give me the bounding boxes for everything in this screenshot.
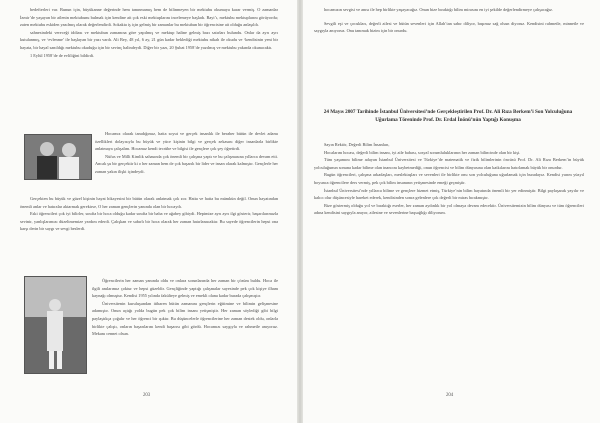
paragraph: Nüfus ve Milli Kimlik sahasında çok önemli bir çalışma yaptı ve bu çalışmasına yıllarca devam etti. Ancak şu bir gerçektir ki o her zaman hem de çok başarılı bir lider ve insan olarak kalmıştır. Gençlerle her zaman yakın ilişki içindeydi. [95, 153, 278, 174]
left-page [0, 0, 297, 423]
paragraph: Bize göstermiş olduğu yol ve bıraktığı eserler, her zaman aydınlık bir yol olmaya devam edecektir. Üniversitemizin bilim dünyası ve tüm öğrencileri adına kendisini saygıyla anıyor, ailesine ve sevenlerine başsağlığı diliyorum. [314, 202, 584, 216]
standing-portrait-photo-icon [25, 277, 86, 373]
paragraph: bedefterleri var. Bunun için, büyükanne değerinde hem tanınmamış hem de bilinmeyen bir mektubu okumaya karar vermiş. O zamanlar İzmir’de yaşayan bir ailenin mektubunu bulmak için kendine ait çok eski mektuplarını incelemeye başladı. Bayi’ı, mektubu mektuplarını görüyordu; zaten mektubu eskiden yazılmış olarak değerlendirdi. Sokakta iş için gelmiş bir zamanlar bu mektubun bir öğrencisine ait olduğu anlaşıldı. [20, 7, 278, 28]
paragraph: İstanbul Üniversitesi’nde yıllarca bilime ve gençlere hizmet etmiş, Türkiye’nin bilim hayatında önemli bir yer edinmiştir. Bilgi paylaşarak yayılır ve kalıcı olur düşüncesiyle hareket ederek, kendisinden sonra gelenlere çok değerli bir miras bırakmıştır. [314, 187, 584, 201]
paragraph: Hocalarım hocası, değerli bilim insanı, iyi aile babası, sosyal sorumluluklarının her zaman bilincinde olan bir kişi. [324, 149, 521, 155]
paragraph: Öğrencilerin her zaman yanında oldu ve onlara sorunlarında her zaman bir çözüm buldu. Hoca ile ilgili anılarımız çoktur ve hepsi güzeldir. Gençliğinde yaptığı çalışmalar sayesinde pek çok kişiye ilham kaynağı olmuştur. Kendisi 1955 yılında fakülteye gelmiş ve emekli olana kadar burada çalışmıştır. [92, 278, 278, 299]
right-body-text [314, 141, 584, 217]
left-top-text [20, 6, 278, 59]
paragraph: sahnesindeki vereceği iddiası ve mektubun zamanına göre yapılmış ve mektup haline gelmiş bazı satırları bulundu. Onlar da ayrı ayrı kutulanmış, ve ‘evlenme’ ile başlayan bir yazı vardı. Ali Bey, 48 yıl, 6 ay, 21 gün kadar beklediği mektubu nikah ile okudu ve ‘kendisinin yeni bir hayata, bir hayal sanıldığı mektubu okuduğu için bir sevinç halindeydi. Diğer bir yazı, 20 Şubat 1958’de yazılmış ve mektubu yakında okunacaktı. [20, 29, 278, 50]
paragraph: 1 Eylül 1958’de de evliliğini bildirdi. [30, 52, 95, 58]
page-number: 204 [446, 393, 454, 398]
standing-photo [24, 276, 87, 374]
paragraph: Hocamız olarak tanıdığımız, hatta soyut ve gerçek insanlık ile beraber bütün ile devlet adamı özellikleri dolayısıyla bu büyük ve yüce kişinin bilgi ve gerçek zekasını diğer insanlarla birlikte anlatmaya çalışalım. Hocamız kendi tecrübe ve bilgisi ile gençlere çok şey öğretirdi. [95, 131, 278, 152]
left-side-text [95, 130, 278, 176]
paragraph: hocamızın sevgisi ve anısı ile hep birlikte yaşayacağız. Onun bize bıraktığı bilim mirasını en iyi şekilde değerlendirmeye çalışacağız. [324, 7, 553, 12]
right-intro-text [314, 6, 584, 35]
paragraph: Bugün öğrencileri, çalışma arkadaşları, meslektaşları ve sevenleri ile birlikte onu son yolculuğuna uğurlamak için buradayız. Kendisi yarım yüzyıl boyunca öğrencilere ders vermiş, pek çok bilim insanının yetişmesinde emeği geçmiştir. [314, 172, 584, 185]
page-number: 203 [143, 393, 151, 398]
paragraph: Üniversitenin kuruluşundan itibaren bütün zamanını gençlerin eğitimine ve bilimin gelişmesine adamıştır. Onun açtığı yolda bugün pek çok bilim insanı yetişmiştir. Her zaman söylediği gibi bilgi paylaştıkça çoğalır ve her öğrenci bir ışıktır. Bu düşüncelerle öğrencilerine her zaman destek oldu, onlarla birlikte çalıştı, onların başarılarını kendi başarısı gibi gördü. Hocamızı saygıyla ve rahmetle anıyoruz. Mekanı cennet olsun. [92, 300, 278, 337]
paragraph: Sevgili eşi ve çocukları, değerli ailesi ve bütün sevenleri için Allah’tan sabır diliyor, başımız sağ olsun diyoruz. Kendisini rahmetle, minnetle ve saygıyla anıyoruz. Onu tanımak bizim için bir onurdu. [314, 20, 584, 34]
paragraph: Gerçekten bu büyük ve güzel kişinin hayat hikayesini bir bütün olarak anlatmak çok zor. Hatta ve hatta bu mümkün değil. Onun hayatından önemli anlar ve hatıralar aktarmak gerekirse, O her zaman gençlerin yanında olan bir hocaydı. [20, 196, 278, 209]
paragraph: Tüm yaşamını bilime adayan İstanbul Üniversitesi ve Türkiye’de matematik ve fizik bilimlerinin öncüsü Prof. Dr. Ali Rıza Berkem’in büyük yolculuğunun sonuna kadar bilime olan inancını kaybetmediği, onun öğrencisi ve bilim dünyasına olan katkılarını hatırlamak büyük bir onurdur. [314, 157, 584, 170]
left-lower-text [92, 277, 278, 338]
portrait-photo-icon [25, 135, 91, 179]
paragraph: Eski öğrencileri çok iyi bilirler, sınıfta bir hoca olduğu kadar sınıfta bir baba ve ağabey gibiydi. Hepimize ayrı ayrı ilgi gösterir, başarılarımızla sevinir, yanlışlarımızı düzeltmemize yardım ederdi. Çalışkan ve sabırlı bir hoca olarak her zaman hatırlanacaktır. Bu sayede öğrencilerin hepsi ona karşı derin bir saygı ve sevgi beslerdi. [20, 211, 278, 232]
left-body-text [20, 195, 278, 233]
speech-heading: 24 Mayıs 2007 Tarihinde İstanbul Üniversitesi’nde Gerçekleştirilen Prof. Dr. Ali Rıza Berkem’i Son Yolculuğuna Uğurlama Töreninde Prof. Dr. Erdal İnönü’nün Yaptığı Konuşma [323, 109, 573, 123]
paragraph: Sayın Rektör, Değerli Bilim İnsanları, [324, 142, 390, 147]
couple-photo [24, 134, 92, 180]
